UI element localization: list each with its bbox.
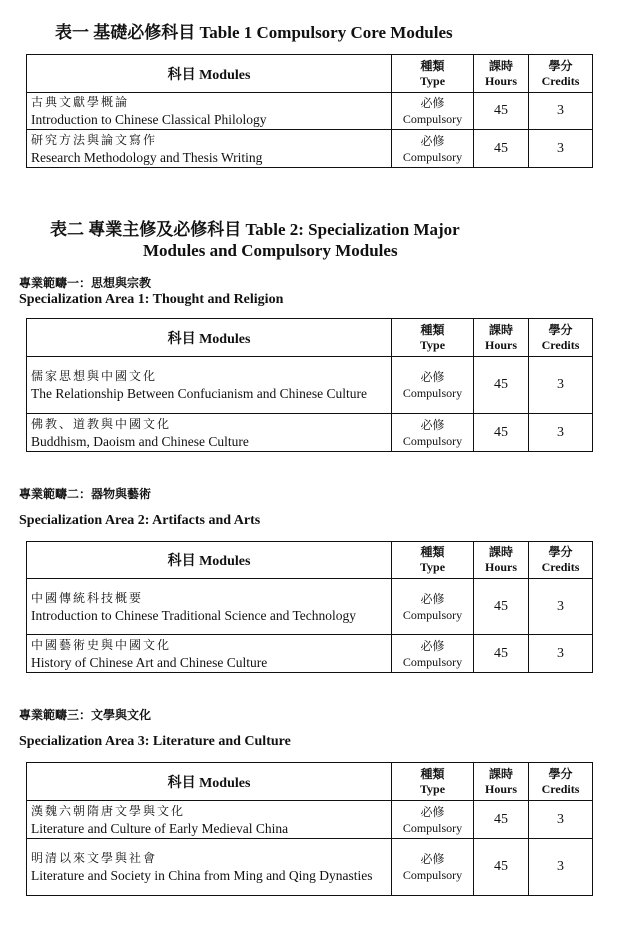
module-credits: 3 [529, 414, 593, 452]
module-type: 必修 Compulsory [392, 93, 474, 130]
area1-modules-table [26, 318, 593, 452]
hours-header: 課時 Hours [474, 542, 529, 579]
modules-header: 科目 Modules [27, 319, 392, 357]
module-name: 中國傳統科技概要 Introduction to Chinese Traditional Science and Technology [27, 579, 392, 635]
module-hours: 45 [474, 130, 529, 168]
table-row [27, 414, 593, 452]
table-header-row [27, 319, 593, 357]
type-header: 種類 Type [392, 542, 474, 579]
hours-header: 課時 Hours [474, 55, 529, 93]
table2-title-line2: Modules and Compulsory Modules [143, 241, 398, 260]
area3-title-cn: 專業範疇三：文學與文化 [19, 708, 152, 722]
module-hours: 45 [474, 635, 529, 673]
table-row [27, 93, 593, 130]
table-header-row [27, 763, 593, 801]
module-type: 必修 Compulsory [392, 839, 474, 896]
area2-title-en: Specialization Area 2: Artifacts and Arts [19, 513, 261, 528]
modules-header: 科目 Modules [27, 55, 392, 93]
area3-title-en: Specialization Area 3: Literature and Culture [19, 734, 291, 749]
area1-title-en: Specialization Area 1: Thought and Religion [19, 292, 284, 307]
module-hours: 45 [474, 357, 529, 414]
module-credits: 3 [529, 579, 593, 635]
credits-header: 學分 Credits [529, 542, 593, 579]
module-credits: 3 [529, 357, 593, 414]
type-header: 種類 Type [392, 319, 474, 357]
area2-title-cn: 專業範疇二：器物與藝術 [19, 487, 152, 501]
module-type: 必修 Compulsory [392, 357, 474, 414]
module-credits: 3 [529, 801, 593, 839]
area3-modules-table [26, 762, 593, 896]
table-row [27, 801, 593, 839]
core-modules-table [26, 54, 593, 168]
table-row [27, 579, 593, 635]
table-header-row [27, 55, 593, 93]
type-header: 種類 Type [392, 55, 474, 93]
modules-header: 科目 Modules [27, 542, 392, 579]
credits-header: 學分 Credits [529, 319, 593, 357]
hours-header: 課時 Hours [474, 319, 529, 357]
module-name: 古典文獻學概論 Introduction to Chinese Classical Philology [27, 93, 392, 130]
module-type: 必修 Compulsory [392, 635, 474, 673]
module-credits: 3 [529, 839, 593, 896]
table-header-row [27, 542, 593, 579]
module-hours: 45 [474, 579, 529, 635]
module-name: 佛教、道教與中國文化 Buddhism, Daoism and Chinese Culture [27, 414, 392, 452]
module-name: 中國藝術史與中國文化 History of Chinese Art and Chinese Culture [27, 635, 392, 673]
table-row [27, 635, 593, 673]
credits-header: 學分 Credits [529, 763, 593, 801]
table-row [27, 357, 593, 414]
credits-header: 學分 Credits [529, 55, 593, 93]
module-credits: 3 [529, 635, 593, 673]
module-name: 漢魏六朝隋唐文學與文化 Literature and Culture of Early Medieval China [27, 801, 392, 839]
hours-header: 課時 Hours [474, 763, 529, 801]
module-hours: 45 [474, 93, 529, 130]
module-name: 明清以來文學與社會 Literature and Society in China from Ming and Qing Dynasties [27, 839, 392, 896]
module-hours: 45 [474, 839, 529, 896]
type-header: 種類 Type [392, 763, 474, 801]
module-name: 儒家思想與中國文化 The Relationship Between Confucianism and Chinese Culture [27, 357, 392, 414]
area1-title-cn: 專業範疇一：思想與宗教 [19, 276, 152, 290]
table-row [27, 130, 593, 168]
table2-title-line1: 表二 專業主修及必修科目 Table 2: Specialization Major [50, 220, 460, 239]
module-hours: 45 [474, 414, 529, 452]
module-type: 必修 Compulsory [392, 801, 474, 839]
module-type: 必修 Compulsory [392, 414, 474, 452]
table1-title: 表一 基礎必修科目 Table 1 Compulsory Core Modules [55, 23, 453, 42]
module-type: 必修 Compulsory [392, 130, 474, 168]
module-type: 必修 Compulsory [392, 579, 474, 635]
modules-header: 科目 Modules [27, 763, 392, 801]
module-credits: 3 [529, 93, 593, 130]
area2-modules-table [26, 541, 593, 673]
module-name: 研究方法與論文寫作 Research Methodology and Thesis Writing [27, 130, 392, 168]
module-credits: 3 [529, 130, 593, 168]
table-row [27, 839, 593, 896]
module-hours: 45 [474, 801, 529, 839]
